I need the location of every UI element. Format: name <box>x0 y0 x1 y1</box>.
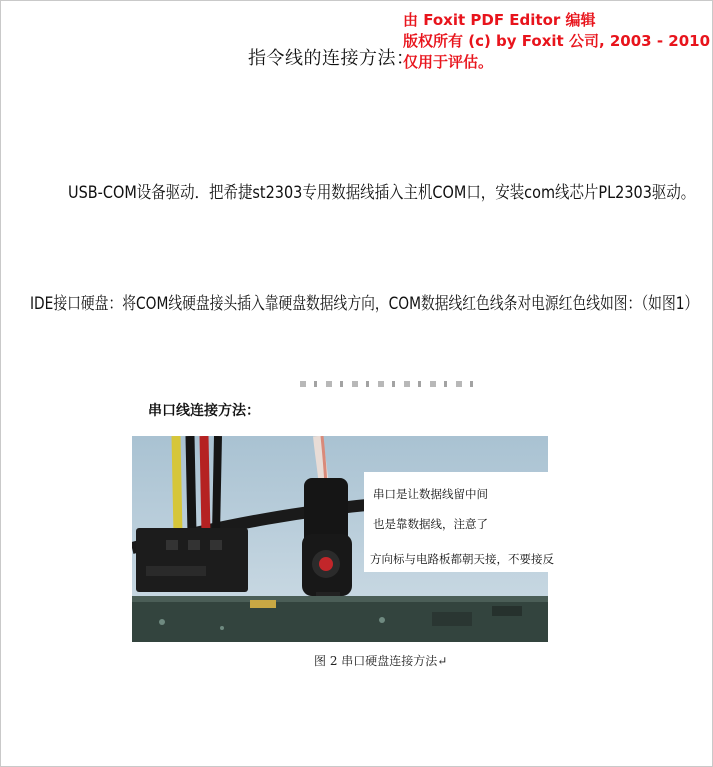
cropped-text-fragment <box>300 381 480 387</box>
figure-heading: 串口线连接方法： <box>148 403 260 419</box>
foxit-watermark <box>403 10 710 73</box>
watermark-line-1: 由 Foxit PDF Editor 编辑 <box>403 11 596 29</box>
page-title: 指令线的连接方法： <box>248 48 415 69</box>
watermark-line-3: 仅用于评估。 <box>403 53 494 71</box>
usb-com-driver-text: USB-COM设备驱动．把希捷st2303专用数据线插入主机COM口，安装com线芯片PL2303驱动。 <box>68 183 696 203</box>
annotation-line-3: 方向标与电路板都朝天接，不要接反 <box>370 552 554 566</box>
annotation-line-1: 串口是让数据线留中间 <box>373 487 488 501</box>
ide-connection-text: IDE接口硬盘：将COM线硬盘接头插入靠硬盘数据线方向，COM数据线红色线条对电源红色线如图：（如图1） <box>30 294 699 314</box>
watermark-line-2: 版权所有 (c) by Foxit 公司, 2003 - 2010 <box>403 32 711 50</box>
annotation-line-2: 也是靠数据线，注意了 <box>373 517 488 531</box>
figure-caption: 图 2 串口硬盘连接方法↵ <box>314 654 448 668</box>
